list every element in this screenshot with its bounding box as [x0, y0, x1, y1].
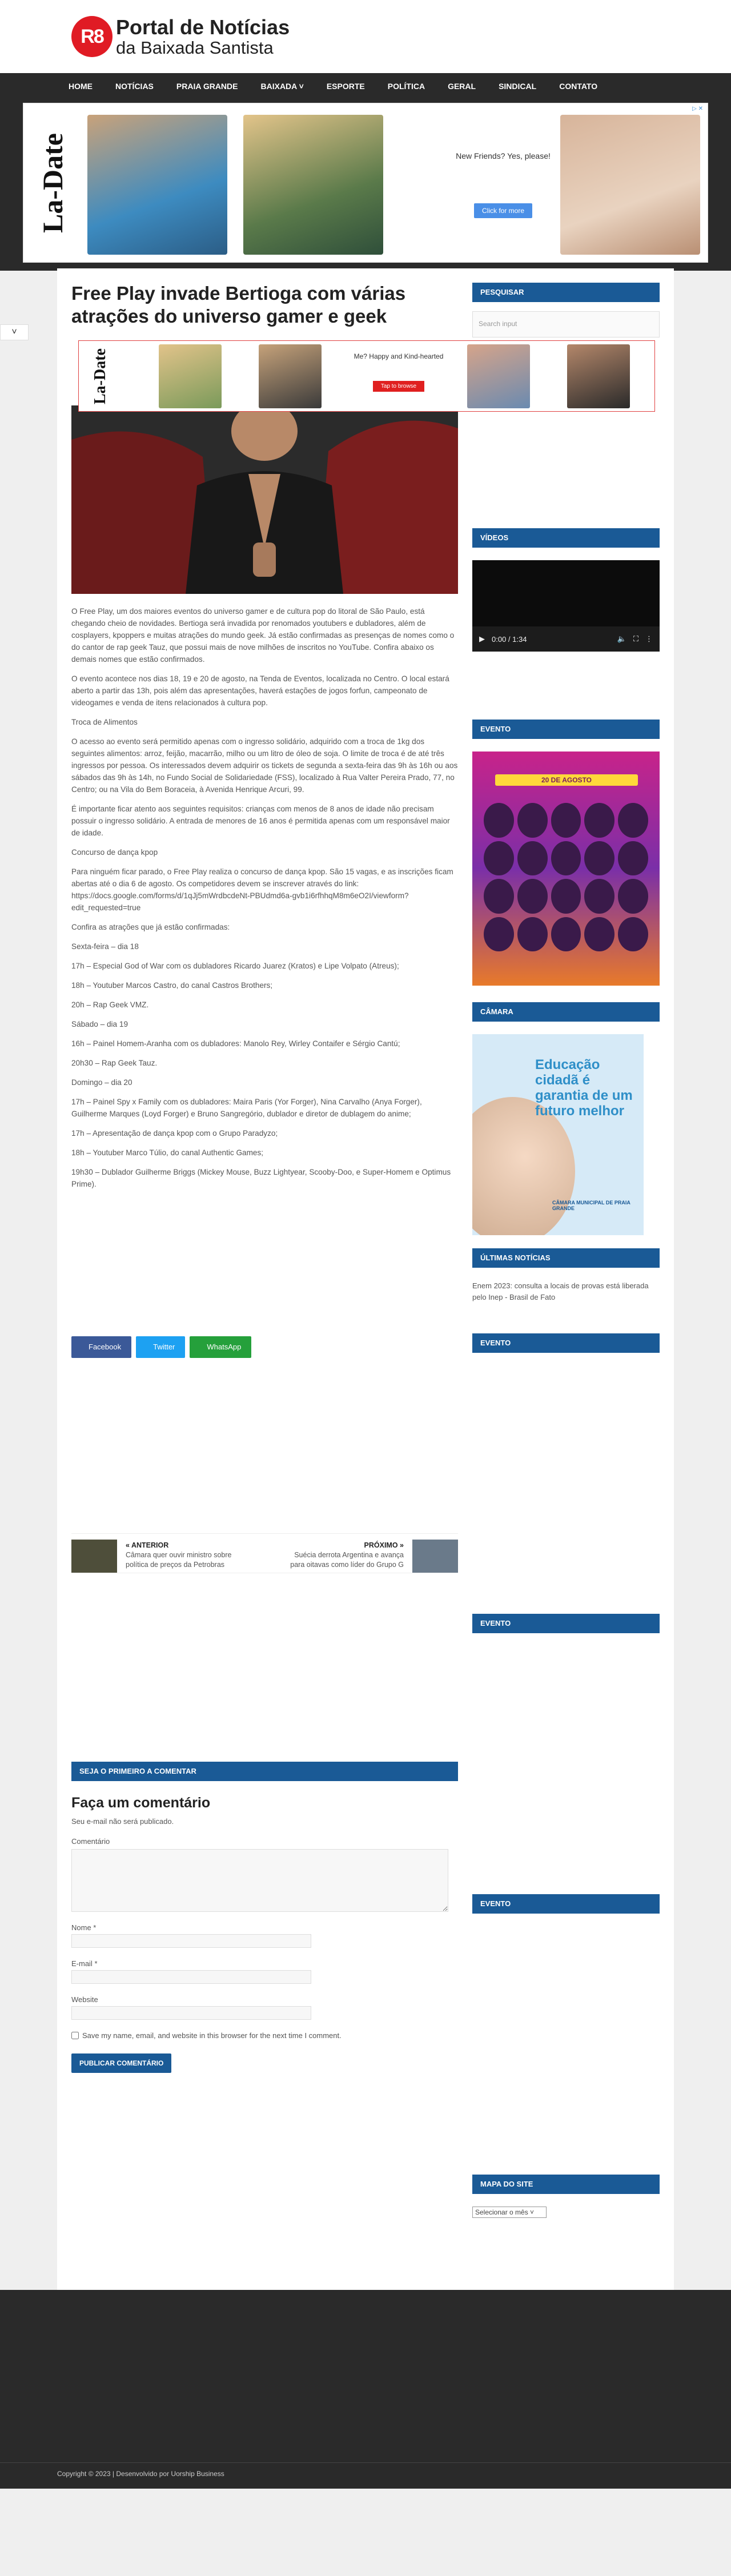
logo-line-1: Portal de Notícias: [116, 15, 290, 39]
save-info-checkbox[interactable]: [71, 2032, 79, 2039]
ad-info-icon[interactable]: ▷ ✕: [692, 106, 703, 112]
comment-form-title: Faça um comentário: [71, 1795, 211, 1811]
article-paragraph: É importante ficar atento aos seguintes requisitos: crianças com menos de 8 anos de idade não precisam possuir o ingresso solidário. A entrada de menores de 16 anos é permitida apenas com um responsável maior de idade.: [71, 805, 450, 837]
nav-home[interactable]: HOME: [69, 82, 93, 91]
month-select[interactable]: Selecionar o mês ˅: [472, 2207, 547, 2218]
post-navigation: [71, 1533, 458, 1573]
overlay-ad-cta-button[interactable]: Tap to browse: [373, 381, 424, 392]
nav-baixada[interactable]: BAIXADA ˅: [260, 82, 304, 91]
logo-line-2: da Baixada Santista: [116, 37, 274, 58]
nav-politica[interactable]: POLÍTICA: [387, 82, 425, 91]
save-info-label: Save my name, email, and website in this browser for the next time I comment.: [82, 2031, 342, 2040]
collapse-ad-chevron-icon[interactable]: ˅: [0, 324, 29, 340]
article-paragraph: 17h – Painel Spy x Family com os dubladores: Maira Paris (Yor Forger), Nina Carvalho (Anya Forger), Guilherme Marques (Loyd Forger) e Bruno Sangregório, dublador e diretor de dublagem do anime;: [71, 1098, 422, 1118]
play-icon[interactable]: ▶: [479, 634, 485, 643]
article-subheading: Concurso de dança kpop: [71, 848, 158, 857]
evento-widget-3-title: EVENTO: [472, 1614, 660, 1633]
article-paragraph: 18h – Youtuber Marco Túlio, do canal Authentic Games;: [71, 1148, 264, 1157]
footer-divider: [0, 2462, 731, 2463]
ad-photo-1[interactable]: [87, 115, 227, 255]
video-controls: [472, 626, 660, 652]
overlay-ad-brand: La-Date: [91, 348, 109, 404]
next-post-heading: PRÓXIMO »: [364, 1541, 404, 1549]
nav-praia-grande[interactable]: PRAIA GRANDE: [176, 82, 238, 91]
email-label: E-mail *: [71, 1959, 98, 1968]
article-title: Free Play invade Bertioga com várias atrações do universo gamer e geek: [71, 283, 406, 327]
article-hero-image: [71, 405, 458, 594]
site-footer: [0, 2290, 731, 2489]
camara-caption: Educação cidadã é garantia de um futuro melhor: [535, 1057, 633, 1119]
nav-contato[interactable]: CONTATO: [559, 82, 598, 91]
ultimas-widget: [472, 1248, 660, 1303]
ad-message-box[interactable]: [429, 115, 577, 255]
article-paragraph: 17h – Apresentação de dança kpop com o Grupo Paradyzo;: [71, 1129, 278, 1138]
search-widget: [472, 283, 660, 337]
article-paragraph: 19h30 – Dublador Guilherme Briggs (Mickey Mouse, Buzz Lightyear, Scooby-Doo, e Super-Homem e Optimus Prime).: [71, 1168, 451, 1188]
name-label: Nome *: [71, 1923, 97, 1932]
evento-widget-2-title: EVENTO: [472, 1333, 660, 1353]
ad-cta-button[interactable]: Click for more: [474, 203, 532, 218]
ultimas-widget-title: ÚLTIMAS NOTÍCIAS: [472, 1248, 660, 1268]
camara-banner-image[interactable]: [472, 1034, 644, 1235]
logo-badge: R8: [71, 16, 113, 57]
submit-comment-button[interactable]: PUBLICAR COMENTÁRIO: [71, 2053, 171, 2073]
evento-widget: [472, 720, 660, 986]
article-paragraph: 17h – Especial God of War com os dubladores Ricardo Juarez (Kratos) e Lipe Volpato (Atreus);: [71, 962, 399, 970]
name-field[interactable]: [71, 1934, 311, 1948]
share-twitter-button[interactable]: Twitter: [136, 1336, 185, 1358]
camara-widget: [472, 1002, 660, 1235]
more-options-icon[interactable]: ⋮: [645, 634, 653, 643]
videos-widget: [472, 528, 660, 652]
camara-widget-title: CÂMARA: [472, 1002, 660, 1022]
nav-geral[interactable]: GERAL: [448, 82, 476, 91]
ultimas-item-link[interactable]: Enem 2023: consulta a locais de provas está liberada pelo Inep - Brasil de Fato: [472, 1281, 649, 1301]
share-buttons: [71, 1336, 251, 1358]
article-paragraph: 18h – Youtuber Marcos Castro, do canal Castros Brothers;: [71, 981, 273, 990]
article-paragraph: O Free Play, um dos maiores eventos do universo gamer e de cultura pop do litoral de São Paulo, está chegando cheio de novidades. Bertioga será invadida por renomados youtubers e dubladores, além de cosplayers, kpoppers e muitas atrações do mundo geek. Já estão confirmadas as presenças de nomes como o do cantor de rap geek Tauz, que possui mais de nove milhões de inscritos no YouTube. Confira abaixo os demais nomes que estão confirmados.: [71, 607, 455, 664]
ad-photo-3[interactable]: [560, 115, 700, 255]
sticky-overlay-ad[interactable]: [78, 340, 655, 412]
prev-post-title: Câmara quer ouvir ministro sobre política de preços da Petrobras: [126, 1551, 232, 1569]
search-input[interactable]: Search input: [472, 311, 660, 337]
video-player[interactable]: [472, 560, 660, 652]
next-post-thumbnail[interactable]: [412, 1540, 458, 1573]
article-paragraph: 20h30 – Rap Geek Tauz.: [71, 1059, 158, 1067]
article-paragraph: Sábado – dia 19: [71, 1020, 128, 1028]
nav-esporte[interactable]: ESPORTE: [326, 82, 365, 91]
article-paragraph: O evento acontece nos dias 18, 19 e 20 de agosto, na Tenda de Eventos, localizada no Centro. O local estará aberto a partir das 13h, pois além das apresentações, haverá estações de jogos forfun, campeonato de videogames e venda de itens relacionados à cultura pop.: [71, 674, 449, 707]
nav-noticias[interactable]: NOTÍCIAS: [115, 82, 154, 91]
volume-icon[interactable]: 🔈: [617, 634, 626, 643]
overlay-ad-message: Me? Happy and Kind-hearted: [354, 352, 444, 360]
search-widget-title: PESQUISAR: [472, 283, 660, 302]
evento-widget-3: [472, 1614, 660, 1633]
comment-form-note: Seu e-mail não será publicado.: [71, 1817, 174, 1826]
article-paragraph: Confira as atrações que já estão confirmadas:: [71, 923, 230, 931]
video-time: 0:00 / 1:34: [492, 634, 527, 644]
overlay-ad-photo-2[interactable]: [259, 344, 322, 408]
videos-widget-title: VÍDEOS: [472, 528, 660, 548]
prev-post-thumbnail[interactable]: [71, 1540, 117, 1573]
content-area: [57, 268, 674, 2290]
overlay-ad-photo-4[interactable]: [567, 344, 630, 408]
article-body: [71, 605, 458, 1197]
evento-banner-image[interactable]: [472, 751, 660, 986]
email-field[interactable]: [71, 1970, 311, 1984]
comments-bar: SEJA O PRIMEIRO A COMENTAR: [71, 1762, 458, 1781]
website-label: Website: [71, 1995, 98, 2004]
ad-brand: La-Date: [37, 133, 69, 234]
article-subheading: Troca de Alimentos: [71, 718, 138, 726]
site-header: [0, 0, 731, 73]
article-paragraph: 20h – Rap Geek VMZ.: [71, 1000, 149, 1009]
evento-caption: 20 DE AGOSTO: [495, 774, 638, 786]
share-whatsapp-button[interactable]: WhatsApp: [190, 1336, 251, 1358]
save-info-row: [71, 2031, 458, 2040]
website-field[interactable]: [71, 2006, 311, 2020]
prev-post-heading: « ANTERIOR: [126, 1541, 169, 1549]
prev-post-link[interactable]: [126, 1541, 251, 1570]
page-bottom-space: [0, 2489, 731, 2576]
comment-label: Comentário: [71, 1837, 110, 1846]
evento-widget-2: [472, 1333, 660, 1353]
article-paragraph: O acesso ao evento será permitido apenas com o ingresso solidário, adquirido com a troca de 1kg dos seguintes alimentos: arroz, feijão, macarrão, milho ou um litro de óleo de soja. O limite de troca é de até três ingressos por pessoa. Os interessados devem adquirir os tickets de segunda a sexta-feira das 9h às 16h ou aos sábados das 9h às 14h, no Fundo Social de Solidariedade (FSS), localizado à Rua Valter Pereira Prado, 77, no Centro; ou na Vila do Bem Boraceia, à Avenida Henrique Arcuri, 99.: [71, 737, 458, 794]
site-logo[interactable]: [71, 16, 290, 57]
overlay-ad-photo-1[interactable]: [159, 344, 222, 408]
evento-widget-4-title: EVENTO: [472, 1894, 660, 1914]
ad-message: New Friends? Yes, please!: [456, 151, 551, 160]
overlay-ad-photo-3[interactable]: [467, 344, 530, 408]
top-banner-ad[interactable]: [23, 103, 708, 263]
article-paragraph: 16h – Painel Homem-Aranha com os dubladores: Manolo Rey, Wirley Contaifer e Sérgio Cantú;: [71, 1039, 400, 1048]
mapa-widget-title: MAPA DO SITE: [472, 2175, 660, 2194]
camara-sub: CÂMARA MUNICIPAL DE PRAIA GRANDE: [552, 1200, 630, 1211]
nav-sindical[interactable]: SINDICAL: [499, 82, 537, 91]
main-nav: [0, 73, 731, 99]
fullscreen-icon[interactable]: ⛶: [633, 634, 638, 643]
comments-section: [71, 1762, 458, 2073]
share-facebook-button[interactable]: Facebook: [71, 1336, 131, 1358]
ad-photo-2[interactable]: [243, 115, 383, 255]
article-paragraph: Sexta-feira – dia 18: [71, 942, 139, 951]
mapa-widget: [472, 2175, 660, 2218]
article-paragraph: Domingo – dia 20: [71, 1078, 132, 1087]
evento-widget-4: [472, 1894, 660, 1914]
evento-widget-title: EVENTO: [472, 720, 660, 739]
footer-copyright: Copyright © 2023 | Desenvolvido por Uorship Business: [57, 2470, 224, 2478]
overlay-ad-message-box[interactable]: [347, 352, 450, 392]
next-post-title: Suécia derrota Argentina e avança para oitavas como líder do Grupo G: [290, 1551, 404, 1569]
next-post-link[interactable]: [278, 1541, 404, 1570]
comment-textarea[interactable]: [71, 1849, 448, 1912]
article-paragraph: Para ninguém ficar parado, o Free Play realiza o concurso de dança kpop. São 15 vagas, e as inscrições ficam abertas até o dia 6 de agosto. Os competidores devem se inscrever através do link: https://docs.google.com/forms/d/1qJj5mWrdbcdeNt-PBUdmd6a-gvb1i6rfhhqM8m6eO2I/viewform?edit_requested=true: [71, 867, 453, 912]
